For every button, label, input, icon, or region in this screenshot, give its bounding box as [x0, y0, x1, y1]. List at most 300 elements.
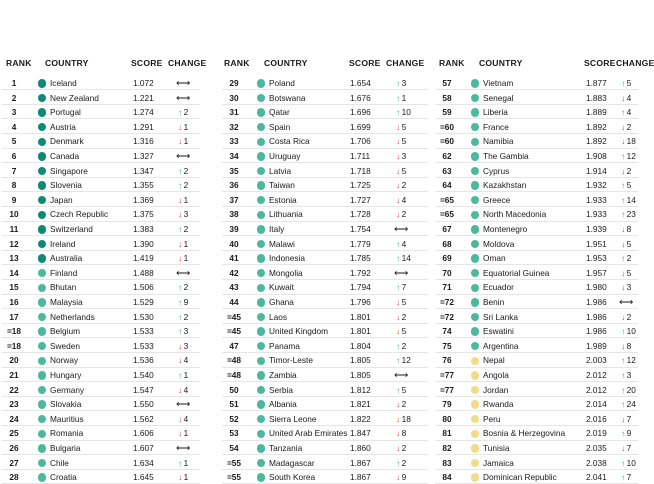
rank-cell: 3	[11, 107, 17, 118]
change-cell	[178, 398, 190, 411]
table-row	[2, 398, 200, 411]
tier-dot-icon	[257, 298, 265, 306]
arrow-down-icon: ↓	[178, 472, 183, 483]
score-cell: 1.676	[350, 92, 371, 103]
arrow-up-icon: ↑	[396, 92, 401, 103]
table-row	[2, 442, 200, 455]
table-row	[2, 179, 200, 192]
country-cell: Estonia	[269, 194, 297, 205]
no-change-icon: ⟷	[176, 78, 191, 89]
tier-dot-icon	[257, 444, 265, 452]
change-cell	[396, 340, 406, 352]
tier-dot-icon	[38, 181, 46, 189]
table-row	[2, 194, 200, 207]
rank-cell: 71	[442, 282, 452, 293]
no-change-icon: ⟷	[619, 297, 634, 308]
arrow-up-icon: ↑	[396, 78, 401, 88]
tier-dot-icon	[38, 327, 46, 335]
arrow-down-icon: ↓	[178, 238, 183, 249]
arrow-down-icon: ↓	[396, 121, 401, 132]
change-cell	[178, 281, 188, 293]
country-cell: Chile	[50, 457, 69, 468]
tier-dot-icon	[38, 444, 46, 452]
table-row	[435, 165, 638, 178]
header-score: SCORE	[131, 58, 163, 68]
country-cell: Singapore	[50, 165, 88, 176]
rank-cell: 40	[229, 238, 239, 249]
tier-dot-icon	[38, 79, 46, 87]
change-value: 2	[401, 443, 407, 453]
arrow-down-icon: ↓	[396, 413, 401, 424]
no-change-icon: ⟷	[394, 267, 409, 279]
table-row	[222, 135, 428, 148]
change-cell	[621, 267, 631, 279]
arrow-down-icon: ↓	[621, 224, 626, 234]
change-cell	[396, 427, 406, 439]
change-value: 4	[401, 194, 407, 205]
country-cell: Taiwan	[269, 180, 295, 191]
score-cell: 1.706	[350, 136, 371, 147]
change-cell	[178, 311, 188, 323]
change-cell	[178, 340, 188, 352]
change-value: 3	[401, 151, 407, 161]
change-cell	[396, 354, 411, 366]
country-cell: Portugal	[50, 107, 81, 118]
rank-cell: 80	[442, 413, 452, 424]
rank-cell: =48	[226, 355, 242, 366]
tier-dot-icon	[471, 123, 479, 131]
change-value: 1	[183, 472, 189, 483]
country-cell: Jordan	[483, 384, 509, 395]
country-cell: Croatia	[50, 472, 77, 483]
rank-cell: 30	[229, 92, 239, 103]
change-cell	[396, 252, 411, 264]
score-cell: 1.725	[350, 180, 371, 191]
table-row	[2, 413, 200, 426]
tier-dot-icon	[38, 94, 46, 102]
tier-dot-icon	[471, 327, 479, 335]
change-value: 20	[626, 384, 636, 395]
score-cell: 1.419	[133, 253, 154, 264]
change-cell	[621, 135, 636, 147]
change-value: 5	[401, 384, 407, 395]
rank-cell: 15	[9, 282, 19, 293]
table-row	[222, 223, 428, 236]
table-row	[2, 325, 200, 338]
arrow-down-icon: ↓	[621, 443, 626, 453]
rank-cell: =18	[6, 340, 22, 351]
change-cell	[621, 413, 631, 425]
table-row	[435, 281, 638, 294]
change-cell	[178, 384, 188, 396]
table-row	[435, 106, 638, 119]
no-change-icon: ⟷	[176, 443, 191, 454]
country-cell: United Arab Emirates	[269, 428, 348, 439]
arrow-down-icon: ↓	[621, 413, 626, 424]
table-row	[435, 150, 638, 163]
change-value: 1	[401, 92, 407, 103]
country-cell: Austria	[50, 121, 76, 132]
header-score: SCORE	[584, 58, 616, 68]
tier-dot-icon	[257, 79, 265, 87]
country-cell: Iceland	[50, 78, 77, 88]
country-cell: Tanzania	[269, 443, 303, 453]
change-cell	[178, 325, 188, 337]
country-cell: Indonesia	[269, 253, 305, 264]
country-cell: Albania	[269, 399, 297, 410]
change-value: 1	[183, 136, 189, 147]
score-cell: 1.953	[586, 253, 607, 264]
tier-dot-icon	[471, 108, 479, 116]
change-value: 14	[626, 194, 636, 205]
rank-cell: 83	[442, 457, 452, 468]
change-value: 2	[401, 457, 407, 468]
score-cell: 2.041	[586, 472, 607, 483]
change-value: 4	[626, 92, 632, 103]
score-cell: 1.529	[133, 297, 154, 307]
country-cell: Norway	[50, 355, 79, 366]
country-cell: Australia	[50, 253, 83, 264]
country-cell: Canada	[50, 151, 80, 161]
score-cell: 1.785	[350, 253, 371, 264]
score-cell: 1.892	[586, 121, 607, 132]
arrow-down-icon: ↓	[621, 340, 626, 351]
arrow-up-icon: ↑	[621, 457, 626, 468]
rank-cell: 74	[442, 326, 452, 337]
change-cell	[178, 150, 190, 163]
country-cell: Mongolia	[269, 267, 303, 278]
change-cell	[178, 165, 188, 177]
tier-dot-icon	[38, 152, 46, 160]
country-cell: Sierra Leone	[269, 413, 317, 424]
change-value: 4	[183, 355, 189, 366]
table-row	[222, 457, 428, 470]
tier-dot-icon	[471, 342, 479, 350]
tier-dot-icon	[257, 167, 265, 175]
country-cell: Madagascar	[269, 457, 315, 468]
rank-cell: 16	[9, 297, 19, 307]
tier-dot-icon	[471, 430, 479, 438]
tier-dot-icon	[257, 240, 265, 248]
score-cell: 1.889	[586, 107, 607, 118]
table-row	[2, 92, 200, 105]
score-cell: 1.727	[350, 194, 371, 205]
change-value: 9	[401, 472, 407, 483]
change-value: 12	[626, 355, 636, 366]
tier-dot-icon	[471, 167, 479, 175]
change-value: 2	[183, 180, 189, 191]
change-value: 5	[626, 238, 632, 249]
rank-cell: =18	[6, 326, 22, 337]
score-cell: 1.933	[586, 194, 607, 205]
change-cell	[621, 281, 631, 293]
change-cell	[178, 77, 190, 90]
country-cell: Nepal	[483, 355, 505, 366]
table-row	[2, 267, 200, 280]
rank-cell: 34	[229, 151, 239, 161]
country-cell: Peru	[483, 413, 501, 424]
score-cell: 1.989	[586, 340, 607, 351]
change-cell	[621, 311, 631, 323]
change-value: 9	[626, 428, 632, 439]
change-value: 4	[183, 384, 189, 395]
score-cell: 1.327	[133, 151, 154, 161]
table-row	[2, 340, 200, 353]
country-cell: Greece	[483, 194, 511, 205]
arrow-up-icon: ↑	[396, 253, 401, 264]
score-cell: 1.877	[586, 78, 607, 88]
tier-dot-icon	[38, 400, 46, 408]
score-cell: 1.699	[350, 121, 371, 132]
change-cell	[621, 179, 631, 191]
score-cell: 1.291	[133, 121, 154, 132]
country-cell: Oman	[483, 253, 506, 264]
score-cell: 1.801	[350, 311, 371, 322]
country-cell: South Korea	[269, 472, 316, 483]
tier-dot-icon	[471, 371, 479, 379]
arrow-up-icon: ↑	[396, 282, 401, 293]
score-cell: 1.645	[133, 472, 154, 483]
arrow-down-icon: ↓	[396, 209, 401, 220]
change-cell	[396, 165, 406, 177]
rank-cell: 36	[229, 180, 239, 191]
tier-dot-icon	[257, 138, 265, 146]
arrow-down-icon: ↓	[621, 92, 626, 103]
arrow-up-icon: ↑	[396, 384, 401, 395]
score-cell: 1.221	[133, 92, 154, 103]
arrow-up-icon: ↑	[178, 370, 183, 380]
change-cell	[621, 150, 636, 162]
change-value: 5	[626, 267, 632, 278]
country-cell: Qatar	[269, 107, 290, 118]
score-cell: 1.536	[133, 355, 154, 366]
change-value: 1	[183, 457, 189, 468]
table-row	[435, 442, 638, 455]
change-cell	[621, 238, 631, 250]
country-cell: Japan	[50, 194, 73, 205]
score-cell: 1.883	[586, 92, 607, 103]
rank-cell: 67	[442, 224, 452, 234]
tier-dot-icon	[257, 357, 265, 365]
change-cell	[396, 457, 406, 469]
score-cell: 1.711	[350, 151, 371, 161]
change-value: 3	[183, 209, 189, 220]
arrow-down-icon: ↓	[178, 428, 183, 439]
tier-dot-icon	[471, 415, 479, 423]
change-cell	[621, 92, 631, 104]
table-row	[2, 238, 200, 251]
change-cell	[178, 252, 188, 264]
score-cell: 2.012	[586, 370, 607, 380]
tier-dot-icon	[257, 342, 265, 350]
rank-cell: 13	[9, 253, 19, 264]
tier-dot-icon	[471, 79, 479, 87]
change-value: 1	[183, 428, 189, 439]
score-cell: 1.274	[133, 107, 154, 118]
arrow-down-icon: ↓	[396, 472, 401, 483]
tier-dot-icon	[471, 254, 479, 262]
change-value: 18	[401, 413, 411, 424]
change-value: 7	[626, 443, 632, 453]
tier-dot-icon	[257, 254, 265, 262]
table-row	[435, 296, 638, 309]
tier-dot-icon	[257, 327, 265, 335]
rank-cell: 5	[11, 136, 17, 147]
change-value: 3	[183, 340, 189, 351]
score-cell: 1.821	[350, 399, 371, 410]
arrow-up-icon: ↑	[178, 224, 183, 234]
score-cell: 2.016	[586, 413, 607, 424]
score-cell: 2.019	[586, 428, 607, 439]
tier-dot-icon	[38, 211, 46, 219]
table-row	[222, 325, 428, 338]
table-row	[2, 471, 200, 484]
arrow-down-icon: ↓	[178, 136, 183, 147]
arrow-down-icon: ↓	[396, 165, 401, 176]
tier-dot-icon	[257, 415, 265, 423]
tier-dot-icon	[257, 181, 265, 189]
country-cell: Italy	[269, 224, 285, 234]
table-row	[435, 311, 638, 324]
arrow-up-icon: ↑	[621, 428, 626, 439]
arrow-down-icon: ↓	[396, 194, 401, 205]
score-cell: 1.607	[133, 443, 154, 453]
change-value: 1	[183, 194, 189, 205]
header-change: CHANGE	[386, 58, 425, 68]
arrow-down-icon: ↓	[396, 399, 401, 410]
country-cell: Bulgaria	[50, 443, 81, 453]
score-cell: 1.986	[586, 297, 607, 307]
rank-cell: 43	[229, 282, 239, 293]
tier-dot-icon	[471, 225, 479, 233]
change-value: 2	[183, 224, 189, 234]
change-value: 24	[626, 399, 636, 410]
country-cell: Sri Lanka	[483, 311, 519, 322]
table-row	[2, 369, 200, 382]
tier-dot-icon	[471, 211, 479, 219]
tier-dot-icon	[471, 313, 479, 321]
change-value: 5	[401, 136, 407, 147]
change-value: 2	[401, 180, 407, 191]
table-row	[435, 325, 638, 338]
rank-cell: 41	[229, 253, 239, 264]
change-cell	[396, 471, 406, 483]
table-row	[2, 427, 200, 440]
tier-dot-icon	[257, 371, 265, 379]
arrow-down-icon: ↓	[396, 326, 401, 337]
rank-cell: =72	[439, 297, 455, 307]
change-value: 2	[401, 311, 407, 322]
arrow-up-icon: ↑	[621, 78, 626, 88]
table-row	[222, 354, 428, 367]
table-row	[222, 442, 428, 455]
rank-cell: 38	[229, 209, 239, 220]
score-cell: 1.375	[133, 209, 154, 220]
rank-cell: =55	[226, 472, 242, 483]
score-cell: 1.530	[133, 311, 154, 322]
rank-cell: 39	[229, 224, 239, 234]
change-cell	[621, 325, 636, 337]
change-value: 2	[183, 165, 189, 176]
change-value: 2	[626, 311, 632, 322]
table-row	[435, 413, 638, 426]
table-row	[222, 106, 428, 119]
rank-cell: 82	[442, 443, 452, 453]
country-cell: Ecuador	[483, 282, 514, 293]
rank-cell: 31	[229, 107, 239, 118]
rank-cell: 64	[442, 180, 452, 191]
arrow-up-icon: ↑	[621, 253, 626, 264]
header-rank: RANK	[439, 58, 465, 68]
change-cell	[178, 427, 188, 439]
score-cell: 1.383	[133, 224, 154, 234]
table-row	[2, 354, 200, 367]
rank-cell: =77	[439, 384, 455, 395]
score-cell: 1.805	[350, 370, 371, 380]
change-cell	[621, 165, 631, 177]
rank-cell: 32	[229, 121, 239, 132]
country-cell: Finland	[50, 267, 78, 278]
arrow-down-icon: ↓	[178, 194, 183, 205]
score-cell: 1.347	[133, 165, 154, 176]
country-cell: Kazakhstan	[483, 180, 527, 191]
country-cell: Hungary	[50, 370, 82, 380]
country-cell: Equatorial Guinea	[483, 267, 550, 278]
arrow-down-icon: ↓	[621, 267, 626, 278]
change-cell	[178, 457, 188, 469]
change-cell	[621, 442, 631, 454]
score-cell: 1.390	[133, 238, 154, 249]
header-change: CHANGE	[616, 58, 654, 68]
score-cell: 1.316	[133, 136, 154, 147]
arrow-up-icon: ↑	[178, 457, 183, 468]
arrow-down-icon: ↓	[396, 428, 401, 439]
country-cell: Costa Rica	[269, 136, 310, 147]
arrow-down-icon: ↓	[621, 311, 626, 322]
score-cell: 1.506	[133, 282, 154, 293]
rank-cell: 4	[11, 121, 17, 132]
country-cell: Ireland	[50, 238, 76, 249]
change-cell	[396, 179, 406, 191]
table-row	[222, 340, 428, 353]
country-cell: Cyprus	[483, 165, 510, 176]
change-value: 3	[626, 370, 632, 380]
rank-cell: 76	[442, 355, 452, 366]
change-value: 8	[626, 224, 632, 234]
table-row	[2, 223, 200, 236]
tier-dot-icon	[471, 473, 479, 481]
score-cell: 1.792	[350, 267, 371, 278]
rank-cell: 69	[442, 253, 452, 264]
rank-cell: 7	[11, 165, 17, 176]
tier-dot-icon	[257, 94, 265, 102]
table-row	[435, 340, 638, 353]
table-row	[2, 281, 200, 294]
arrow-down-icon: ↓	[396, 136, 401, 147]
change-cell	[396, 77, 406, 89]
tier-dot-icon	[38, 254, 46, 262]
country-cell: Jamaica	[483, 457, 514, 468]
change-cell	[396, 267, 408, 280]
change-value: 2	[183, 107, 189, 118]
score-cell: 1.957	[586, 267, 607, 278]
change-value: 5	[626, 180, 632, 191]
rank-cell: 27	[9, 457, 19, 468]
change-value: 2	[626, 121, 632, 132]
arrow-up-icon: ↑	[621, 209, 626, 220]
tier-dot-icon	[38, 284, 46, 292]
rank-cell: 35	[229, 165, 239, 176]
